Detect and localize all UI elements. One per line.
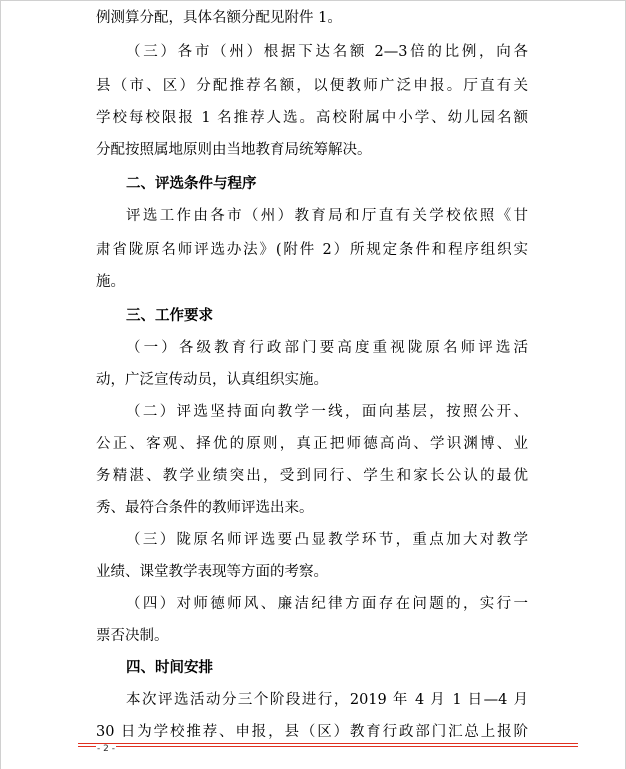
text-line: 本次评选活动分三个阶段进行，2019 年 4 月 1 日—4 月 bbox=[126, 692, 528, 708]
text-line: 动，广泛宣传动员，认真组织实施。 bbox=[96, 372, 328, 388]
page-border-left bbox=[0, 0, 1, 769]
text-line: （四）对师德师风、廉洁纪律方面存在问题的，实行一 bbox=[126, 596, 528, 612]
text-line: 学校每校限报 1 名推荐人选。高校附属中小学、幼儿园名额 bbox=[96, 110, 528, 126]
text-line: （二）评选坚持面向教学一线，面向基层，按照公开、 bbox=[126, 404, 528, 420]
section-heading: 四、时间安排 bbox=[126, 660, 213, 676]
text-line: 票否决制。 bbox=[96, 628, 169, 644]
text-line: （一）各级教育行政部门要高度重视陇原名师评选活 bbox=[126, 340, 528, 356]
footer-rule-top bbox=[78, 743, 578, 744]
page-border-top bbox=[0, 0, 626, 1]
page-number: - 2 - bbox=[97, 744, 115, 754]
text-line: 例测算分配，具体名额分配见附件 1。 bbox=[96, 10, 342, 26]
text-line: 施。 bbox=[96, 274, 125, 290]
text-line: 30 日为学校推荐、申报，县（区）教育行政部门汇总上报阶 bbox=[96, 724, 528, 740]
text-line: 县（市、区）分配推荐名额，以便教师广泛申报。厅直有关 bbox=[96, 78, 528, 94]
footer-rule-bottom bbox=[78, 746, 578, 747]
text-line: 公正、客观、择优的原则，真正把师德高尚、学识渊博、业 bbox=[96, 436, 528, 452]
text-line: 务精湛、教学业绩突出，受到同行、学生和家长公认的最优 bbox=[96, 468, 528, 484]
text-line: 评选工作由各市（州）教育局和厅直有关学校依照《甘 bbox=[126, 208, 528, 224]
text-line: （三）陇原名师评选要凸显教学环节，重点加大对教学 bbox=[126, 532, 528, 548]
text-line: 分配按照属地原则由当地教育局统筹解决。 bbox=[96, 142, 372, 158]
text-line: 秀、最符合条件的教师评选出来。 bbox=[96, 500, 314, 516]
section-heading: 三、工作要求 bbox=[126, 308, 213, 324]
section-heading: 二、评选条件与程序 bbox=[126, 176, 257, 192]
text-line: 肃省陇原名师评选办法》(附件 2）所规定条件和程序组织实 bbox=[96, 242, 528, 258]
text-line: （三）各市（州）根据下达名额 2—3倍的比例，向各 bbox=[126, 44, 528, 60]
text-line: 业绩、课堂教学表现等方面的考察。 bbox=[96, 564, 328, 580]
